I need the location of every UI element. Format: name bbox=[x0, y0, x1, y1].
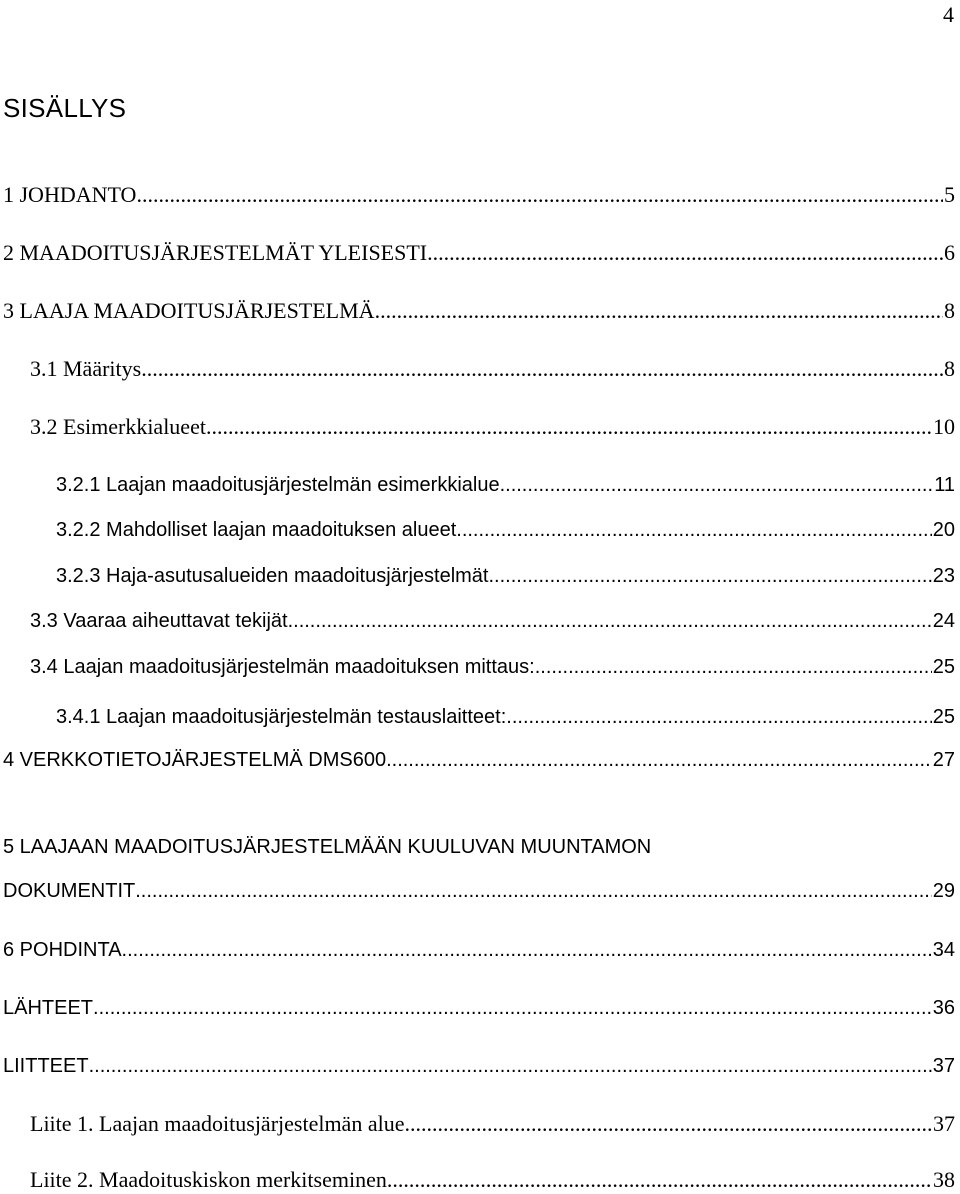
toc-entry-mahdolliset-alueet[interactable] bbox=[56, 517, 955, 543]
toc-entry-page: 38 bbox=[933, 1167, 955, 1192]
toc-entry-liite-1[interactable] bbox=[30, 1111, 955, 1137]
toc-entry-page: 6 bbox=[944, 240, 955, 265]
toc-leader-dots bbox=[135, 878, 932, 904]
toc-entry-label: 2 MAADOITUSJÄRJESTELMÄT YLEISESTI bbox=[3, 240, 428, 265]
toc-entry-label: Liite 2. Maadoituskiskon merkitseminen. bbox=[30, 1167, 393, 1192]
toc-entry-page: 36 bbox=[932, 997, 955, 1019]
toc-entry-page: 37 bbox=[933, 1111, 955, 1136]
toc-entry-maadoitusjarjestelmat-yleisesti[interactable] bbox=[3, 240, 955, 266]
toc-entry-vaaraa-aiheuttavat[interactable] bbox=[30, 608, 955, 634]
toc-entry-johdanto[interactable] bbox=[3, 182, 955, 208]
toc-leader-dots bbox=[410, 1111, 932, 1137]
toc-entry-page: 5 bbox=[944, 182, 955, 207]
toc-entry-page: 37 bbox=[932, 1055, 955, 1077]
toc-leader-dots bbox=[93, 995, 932, 1021]
toc-entry-pohdinta[interactable] bbox=[3, 937, 955, 963]
toc-entry-label: 3.2.1 Laajan maadoitusjärjestelmän esimerkkialue bbox=[56, 474, 500, 496]
toc-entry-page: 25 bbox=[932, 706, 955, 728]
toc-entry-label: 3 LAAJA MAADOITUSJÄRJESTELMÄ bbox=[3, 298, 375, 323]
toc-entry-page: 27 bbox=[932, 749, 955, 771]
toc-leader-dots bbox=[506, 704, 931, 730]
toc-entry-label: 3.3 Vaaraa aiheuttavat tekijät bbox=[30, 610, 288, 632]
toc-entry-label: 3.4 Laajan maadoitusjärjestelmän maadoituksen mittaus: bbox=[30, 656, 535, 678]
toc-entry-haja-asutusalueet[interactable] bbox=[56, 563, 955, 589]
toc-entry-verkkotietojarjestelma[interactable] bbox=[3, 747, 955, 773]
toc-entry-laaja-maadoitusjarjestelma[interactable] bbox=[3, 298, 955, 324]
toc-entry-label: LÄHTEET bbox=[3, 997, 94, 1019]
toc-leader-dots bbox=[206, 414, 932, 440]
toc-entry-page: 25 bbox=[932, 656, 955, 678]
toc-entry-label: 4 VERKKOTIETOJÄRJESTELMÄ DMS600 bbox=[3, 749, 387, 771]
toc-entry-muuntamon-dokumentit[interactable] bbox=[3, 878, 955, 904]
toc-leader-dots bbox=[375, 298, 943, 324]
toc-entry-page: 8 bbox=[944, 298, 955, 323]
toc-leader-dots bbox=[136, 182, 943, 208]
page-number: 4 bbox=[943, 2, 954, 27]
toc-entry-muuntamon-line1[interactable]: 5 LAAJAAN MAADOITUSJÄRJESTELMÄÄN KUULUVAN MUUNTAMON bbox=[3, 836, 652, 858]
toc-entry-esimerkkialueet[interactable] bbox=[30, 414, 955, 440]
toc-entry-page: 10 bbox=[933, 414, 955, 439]
toc-entry-label: 3.2 Esimerkkialueet bbox=[30, 414, 206, 439]
toc-leader-dots bbox=[488, 563, 931, 589]
toc-leader-dots bbox=[386, 747, 932, 773]
toc-title: SISÄLLYS bbox=[3, 93, 127, 123]
toc-leader-dots bbox=[535, 654, 932, 680]
toc-leader-dots bbox=[456, 517, 931, 543]
toc-entry-lahteet[interactable] bbox=[3, 995, 955, 1021]
toc-entry-label: 1 JOHDANTO bbox=[3, 182, 137, 207]
toc-entry-label: Liite 1. Laajan maadoitusjärjestelmän alue. bbox=[30, 1111, 410, 1136]
toc-entry-page: 8 bbox=[944, 356, 955, 381]
toc-leader-dots bbox=[500, 472, 934, 498]
toc-entry-page: 24 bbox=[932, 610, 955, 632]
toc-entry-page: 11 bbox=[934, 474, 955, 496]
toc-leader-dots bbox=[288, 608, 932, 634]
toc-entry-page: 34 bbox=[932, 939, 955, 961]
toc-entry-label: LIITTEET bbox=[3, 1055, 89, 1077]
toc-entry-page: 29 bbox=[932, 880, 955, 902]
toc-entry-page: 20 bbox=[932, 519, 955, 541]
toc-leader-dots bbox=[427, 240, 943, 266]
toc-entry-mittaus[interactable] bbox=[30, 654, 955, 680]
toc-leader-dots bbox=[392, 1167, 932, 1193]
toc-entry-label: 3.2.2 Mahdolliset laajan maadoituksen alueet bbox=[56, 519, 457, 541]
toc-leader-dots bbox=[89, 1053, 932, 1079]
toc-entry-label: DOKUMENTIT bbox=[3, 880, 136, 902]
toc-entry-esimerkkialue[interactable] bbox=[56, 472, 955, 498]
toc-entry-page: 23 bbox=[932, 565, 955, 587]
toc-leader-dots bbox=[141, 356, 943, 382]
toc-entry-label: 3.4.1 Laajan maadoitusjärjestelmän testauslaitteet: bbox=[56, 706, 507, 728]
toc-entry-label: 3.1 Määritys bbox=[30, 356, 142, 381]
toc-leader-dots bbox=[122, 937, 932, 963]
toc-entry-liitteet[interactable] bbox=[3, 1053, 955, 1079]
toc-entry-liite-2[interactable] bbox=[30, 1167, 955, 1193]
toc-entry-maaritys[interactable] bbox=[30, 356, 955, 382]
toc-entry-label: 6 POHDINTA bbox=[3, 939, 122, 961]
toc-entry-label: 3.2.3 Haja-asutusalueiden maadoitusjärjestelmät bbox=[56, 565, 489, 587]
toc-entry-testauslaitteet[interactable] bbox=[56, 704, 955, 730]
